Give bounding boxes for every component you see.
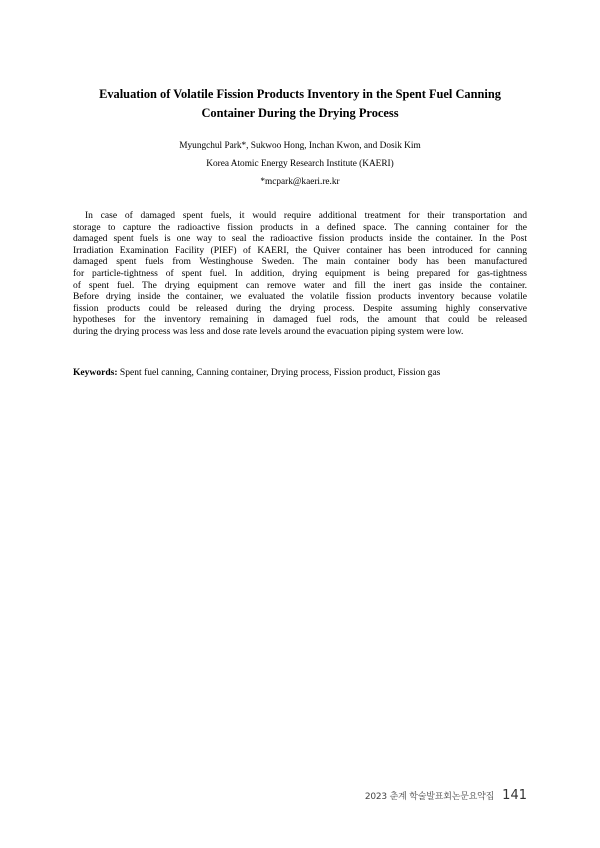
paper-title	[60, 85, 540, 123]
page-footer	[365, 788, 527, 803]
abstract-body	[73, 210, 527, 338]
abstract-line: damaged spent fuels from Westinghouse Sweden. The main container body has been manufactured	[73, 256, 527, 268]
title-line: Evaluation of Volatile Fission Products Inventory in the Spent Fuel Canning	[99, 87, 501, 101]
abstract-line: damaged spent fuels is one way to seal the radioactive fission products inside the container. In the Post	[73, 233, 527, 245]
abstract-line: Irradiation Examination Facility (PIEF) of KAERI, the Quiver container has been introduced for canning	[73, 244, 527, 256]
abstract-line: hypotheses for the inventory remaining in damaged fuel rods, the amount that could be released	[73, 314, 527, 326]
abstract-line: during the drying process was less and dose rate levels around the evacuation piping system were low.	[73, 325, 464, 337]
abstract-line: of spent fuel. The drying equipment can remove water and fill the inert gas inside the container.	[73, 279, 527, 291]
keywords	[73, 367, 527, 379]
abstract-line: fission products could be released during the drying process. Despite assuming highly conservative	[73, 302, 527, 314]
keywords-label: Keywords:	[73, 367, 118, 378]
author-list: Myungchul Park*, Sukwoo Hong, Inchan Kwon, and Dosik Kim	[179, 141, 421, 151]
keywords-text: Spent fuel canning, Canning container, Drying process, Fission product, Fission gas	[117, 367, 441, 378]
affiliation: Korea Atomic Energy Research Institute (KAERI)	[206, 159, 394, 169]
proceedings-title: 2023 춘계 학술발표회논문요약집	[364, 792, 495, 802]
title-line: Container During the Drying Process	[201, 106, 399, 120]
abstract-line: storage to capture the radioactive fission products in a defined space. The canning container for the	[73, 221, 527, 233]
abstract-line: Before drying inside the container, we evaluated the volatile fission products inventory because volatile	[73, 291, 527, 303]
abstract-line: for particle-tightness of spent fuel. In addition, drying equipment is being prepared for gas-tightness	[73, 267, 527, 279]
corresponding-email: *mcpark@kaeri.re.kr	[260, 177, 340, 187]
abstract-line: In case of damaged spent fuels, it would require additional treatment for their transportation and	[85, 210, 527, 221]
page-number: 141	[502, 788, 527, 803]
